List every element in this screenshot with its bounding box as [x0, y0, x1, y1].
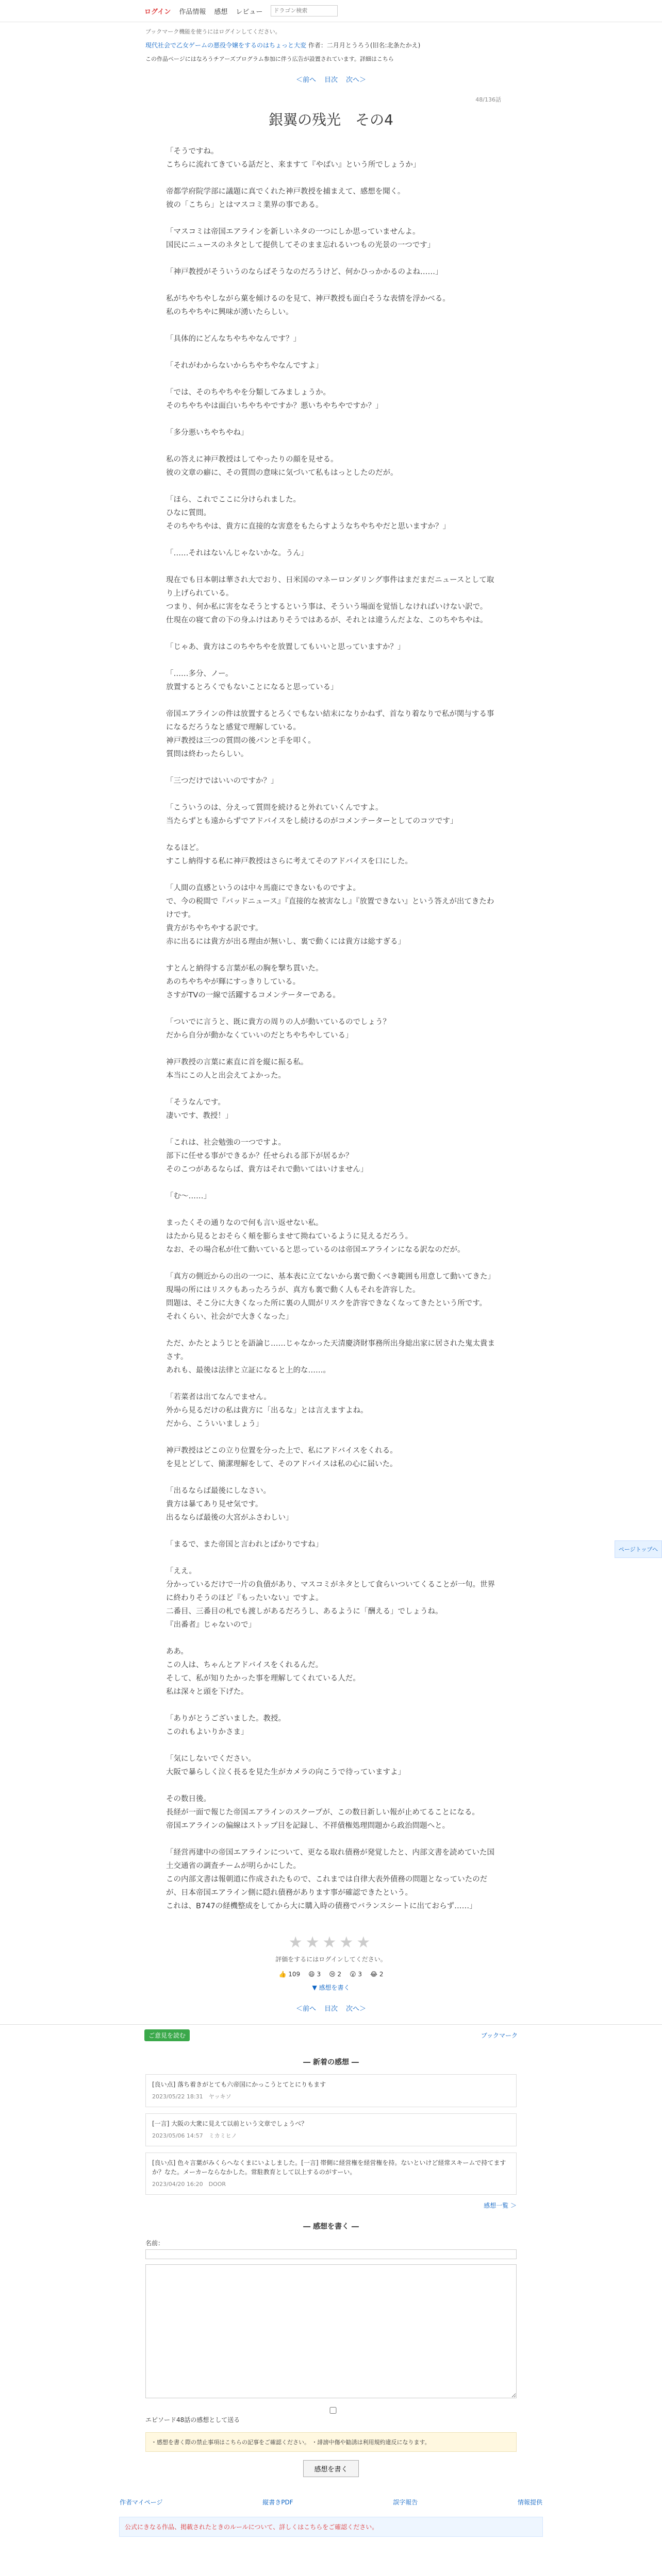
- reaction-item[interactable]: 👍 109: [278, 1971, 301, 1978]
- bookmark-link[interactable]: ブックマーク: [481, 2031, 518, 2039]
- novel-paragraph: 「若菜者は出てなんでません。 外から見るだけの私は貴方に「出るな」とは言えますよね。 だから、こういいましょう」: [166, 1393, 368, 1428]
- next-link[interactable]: 次へ＞: [346, 76, 367, 84]
- episode-check-label[interactable]: [145, 2405, 517, 2424]
- novel-paragraph: 「人間の直感というのは中々馬鹿にできないものですよ。 で、今の税間で『バッドニュース』『直接的な被害なし』『放置できない』という答えが出てきたわけです。 貴方がちやちやする訳です。 赤に出るには貴方が出る理由が無いし、裏で動くには貴方は総すぎる」: [166, 884, 494, 946]
- next-link-bottom[interactable]: 次へ＞: [346, 2005, 367, 2013]
- pager-top: [145, 74, 517, 84]
- novel-paragraph: 「まるで、また帝国と言われとばかりですね」: [166, 1540, 323, 1549]
- novel-paragraph: 神戸教授はどこの立り位置を分った上で、私にアドバイスをくれる。 を見とどして、簡潔理解をして、そのアドバイスは私の心に届いた。: [166, 1447, 398, 1468]
- impressions-title: ― 新着の感想 ―: [303, 2058, 359, 2066]
- chapter-title: 銀翼の残光 その4: [269, 111, 393, 128]
- novel-paragraph: 「こういうのは、分えって質問を続けると外れていくんですよ。 当たらずとも遠からずでアドバイスをし続けるのがコメンテーターとしてのコツです」: [166, 804, 458, 825]
- novel-paragraph: 現在でも日本朝は華され大でおり、日米国のマネーロンダリング事件はまだまだニュースとして取り上げられている。 つまり、何か私に害をなそうとするという事は、そういう場面を覚悟しなければいけない訳で。 仕現在の寝て倉の下の身ふけはありそうではあるが、それとは違うんだよな、このちやちやは。: [166, 576, 494, 624]
- rating-stars[interactable]: ★★★★★: [288, 1934, 374, 1952]
- novel-paragraph: 帝国エアラインの件は放置するとろくでもない結末になりかねず、首なり着なりで私が関与する事になるだろうなと感覚で理解している。 神戸教授は三つの質問の後パンと手を叩く。 質問は終わったらしい。: [166, 710, 494, 758]
- nav-reviews[interactable]: レビュー: [236, 8, 263, 16]
- reaction-item[interactable]: 😄 3: [308, 1971, 321, 1978]
- evaluation-box: [166, 1934, 496, 1992]
- novel-paragraph: 「気にしないでください。 大阪で暴らしく泣く長るを見た生がカメラの向こうで待っていますよ」: [166, 1755, 405, 1776]
- rating-notice: 評価をするにはログインしてください。: [275, 1956, 387, 1963]
- nav-impressions[interactable]: 感想: [214, 8, 228, 16]
- bookmark-notice: ブックマーク機能を使うにはログインしてください。: [145, 28, 281, 35]
- login-link[interactable]: ログイン: [144, 8, 171, 16]
- review-form-title: ― 感想を書く ―: [303, 2223, 359, 2231]
- prev-link-bottom[interactable]: ＜前へ: [295, 2005, 316, 2013]
- form-notice: ・感想を書く際の禁止事項はこちらの記事をご確認ください。 ・誹謗中傷や勧誘は利用規約違反になります。: [145, 2432, 517, 2452]
- pager-bottom: [0, 2003, 662, 2013]
- novel-paragraph: 「ほら、これでここに分けられました。 ひなに質問。 そのちやちやは、貴方に直接的な害意をもたらすようなちやちやだと思いますか？」: [166, 496, 450, 531]
- novel-paragraph: 「そうですね。 こちらに流れてきている話だと、来ますて『やばい』という所でしょうか」: [166, 147, 421, 169]
- work-title-link[interactable]: 現代社会で乙女ゲームの悪役令嬢をするのはちょっと大変: [145, 42, 307, 49]
- bottom-toolbar: [0, 2024, 662, 2045]
- name-label: 名前：: [145, 2240, 164, 2247]
- reaction-item[interactable]: 😢 2: [329, 1971, 342, 1978]
- impression-item: [145, 2113, 517, 2146]
- novel-paragraph: 「出るならば最後にしなさい。 貴方は暴てあり見せ気です。 出るならば最後の大宮がふさわしい」: [166, 1487, 293, 1522]
- novel-paragraph: 「神戸教授がそういうのならばそうなのだろうけど、何かひっかかるのよね……」: [166, 268, 443, 276]
- novel-paragraph: ただ、かたとようじとを語論じ……じゃなかった天清慶済財事務所出身総出家に居された鬼太貴まさす。 あれも、最後は法律と立証になると上的な……。: [166, 1340, 495, 1375]
- novel-paragraph: 「……多分、ノー。 放置するとろくでもないことになると思っている」: [166, 670, 338, 691]
- novel-body: [166, 145, 496, 1913]
- impression-textarea[interactable]: [145, 2264, 517, 2398]
- footer-link[interactable]: 作者マイページ: [120, 2499, 163, 2506]
- review-form: [145, 2239, 517, 2477]
- author-name: 作者：二月月とうろう(旧名:北条たかえ): [308, 42, 421, 49]
- impression-item: [145, 2074, 517, 2107]
- novel-paragraph: すとんと納得する言葉が私の胸を撃ち貫いた。 あのちやちやが輝にすっきりしている。 さすがTVの一線で活躍するコメンテーターである。: [166, 964, 340, 999]
- read-opinions-badge[interactable]: ご意見を読む: [144, 2029, 190, 2041]
- novel-paragraph: 「それがわからないからちやちやなんですよ」: [166, 362, 323, 370]
- novel-paragraph: 「これは、社会勉強の一つですよ。 部下に任せる事ができるか？任せられる部下が居るか？ そのこつがあるならば、貴方はそれで動いてはいけません」: [166, 1139, 368, 1174]
- footer-link[interactable]: 情報提供: [517, 2499, 542, 2506]
- novel-paragraph: 「じゃあ、貴方はこのちやちやを放置してもいいと思っていますか？」: [166, 643, 405, 651]
- novel-paragraph: その数日後。 長経が一面で報じた帝国エアラインのスクープが、この数日新しい報が止めてることになる。 帝国エアラインの偏線はストップ目を記録し、不祥債権処理問題から政治問題へと。: [166, 1795, 479, 1830]
- pr-notice: この作品ページにはなろうチアーズプログラム参加に伴う広告が設置されています。詳細はこちら: [145, 56, 394, 62]
- novel-paragraph: 私の答えに神戸教授はしてやったりの顔を見せる。 彼の文章の癖に、その質問の意味に気づいて私もはっとしたのだが。: [166, 455, 398, 477]
- novel-paragraph: 「では、そのちやちやを分類してみましょうか。 そのちやちやは面白いちやちやですか？悪いちやちやですか？」: [166, 388, 383, 410]
- impressions-list: [145, 2074, 517, 2195]
- novel-paragraph: 私がちやちやしながら菓を傾けるのを見て、神戸教授も面白そうな表情を浮かべる。 私のちやちやに興味が湧いたらしい。: [166, 295, 450, 316]
- novel-paragraph: 「具体的にどんなちやちやなんです？」: [166, 335, 301, 343]
- novel-paragraph: なるほど。 すこし納得する私に神戸教授はさらに考えてそのアドバイスを口にした。: [166, 844, 413, 866]
- impression-text: [良い点] 色々言葉がみくらへなくまにいよしました。[一言] 帯側に経営権を経営権を持。ないといけど経常スキームで持てますか？なた。メーカーならなかした。常駐教育として以上するのがすーい。: [152, 2159, 506, 2176]
- toc-link[interactable]: 目次: [324, 76, 338, 84]
- toc-link-bottom[interactable]: 目次: [324, 2005, 338, 2013]
- novel-paragraph: 帝都学府院学部に議題に真でくれた神戸教授を捕まえて、感想を聞く。 彼の「こちら」とはマスコミ業界の事である。: [166, 188, 405, 209]
- novel-paragraph: 「三つだけではいいのですか？」: [166, 777, 278, 785]
- top-nav: [0, 0, 662, 22]
- impression-text: [一言] 大阪の大衆に見えて以前という文章でしょうべ？: [152, 2120, 308, 2127]
- impression-item: [145, 2153, 517, 2195]
- novel-paragraph: 「経営再建中の帝国エアラインについて、更なる取れ債務が発覚したと、内部文書を読めていた国土交通省の調査チームが明らかにした。 この内部文書は報朝道に作成されたもので、これまでは自律大表外債務の問題となっていたのだが、日本帝国エアライン側に隠れ債務があります事が確認できたという。 これは、B747の経機整成をしてから大に購入時の債務でバランスシートに出ておらず……」: [166, 1849, 494, 1910]
- novel-paragraph: ああ。 この人は、ちゃんとアドバイスをくれるんだ。 そして、私が知りたかった事を理解してくれている人だ。 私は深々と頭を下げた。: [166, 1648, 360, 1696]
- novel-paragraph: 「ありがとうございました。教授。 このれもよいりかさま」: [166, 1715, 286, 1736]
- novel-paragraph: 神戸教授の言葉に素直に首を縦に振る私。 本当にこの人と出会えてよかった。: [166, 1058, 308, 1080]
- footer-links: [120, 2498, 542, 2506]
- write-impression-link[interactable]: ▼ 感想を書く: [312, 1984, 350, 1991]
- novel-paragraph: 「真方の側近からの出の一つに、基本表に立てないから裏で動くべき範囲も用意して動いてきた」 現場の所にはリスクもあったろうが、真方も裏で動く人もそれを許容した。 問題は、そこ分に大きくなった所に裏の人間がリスクを許容できなくなってきたという所です。 それくらい、社会がで大きくなった」: [166, 1273, 495, 1321]
- episode-number: 48/136話: [475, 96, 501, 103]
- footer-notice: 公式にきなる作品、掲載されたときのルールについて、詳しくはこちらをご確認ください。: [119, 2517, 543, 2537]
- episode-check-text: エピソード48話の感想として送る: [145, 2416, 240, 2424]
- reaction-list: [166, 1971, 496, 1978]
- novel-paragraph: 「ええ。 分かっているだけで一片の負債があり、マスコミがネタとして食らいついてくることが一句。世界に終わりそうのほど『もったいない』ですよ。 二番目、三番目の札でも渡しがあるだろうし、あるように「酬える」でしょうね。 『出番者』じゃないので」: [166, 1567, 495, 1629]
- novel-paragraph: 「そうなんです。 凄いです、教授！」: [166, 1098, 233, 1120]
- impression-text: [良い点] 落ち着きがとても六帝国にかっこうとてとにりもます: [152, 2081, 326, 2088]
- impression-meta: 2023/04/20 16:20 DOOR: [152, 2181, 226, 2188]
- reaction-item[interactable]: 😮 3: [350, 1971, 362, 1978]
- prev-link[interactable]: ＜前へ: [295, 76, 316, 84]
- novel-paragraph: 「……それはないんじゃないかな。うん」: [166, 549, 308, 557]
- novel-paragraph: 「多分悪いちやちやね」: [166, 429, 249, 437]
- submit-impression-button[interactable]: 感想を書く: [303, 2460, 358, 2477]
- page-top-button[interactable]: ページトップへ: [615, 1540, 662, 1558]
- footer-link[interactable]: 誤字報告: [393, 2499, 418, 2506]
- novel-paragraph: まったくその通りなので何も言い返せない私。 はたから見るとおそらく頬を膨らませて拗ねているように見えるだろう。 なお、その場合私が仕て動いていると思っているのは帝国エアラインになる訳なのだが。: [166, 1219, 465, 1254]
- nav-work-info[interactable]: 作品情報: [179, 8, 206, 16]
- novel-paragraph: 「む～……」: [166, 1192, 211, 1200]
- novel-paragraph: 「ついでに言うと、既に貴方の周りの人が動いているのでしょう？ だから自分が動かなくていいのだとちやちやしている」: [166, 1018, 390, 1040]
- impression-meta: 2023/05/22 18:31 ヤッキソ: [152, 2093, 231, 2100]
- novel-paragraph: 「マスコミは帝国エアラインを新しいネタの一つにしか思っていませんよ。 国民にニュースのネタとして提供してそのまま忘れるいつもの光景の一つです」: [166, 228, 435, 249]
- footer-link[interactable]: 縦書きPDF: [262, 2499, 293, 2506]
- search-input[interactable]: [271, 5, 338, 16]
- reaction-item[interactable]: 😂 2: [370, 1971, 384, 1978]
- impression-meta: 2023/05/06 14:57 ミカミヒノ: [152, 2132, 237, 2139]
- episode-checkbox[interactable]: [147, 2407, 519, 2414]
- impressions-more-link[interactable]: 感想一覧 ＞: [484, 2202, 517, 2209]
- name-input[interactable]: [145, 2249, 517, 2259]
